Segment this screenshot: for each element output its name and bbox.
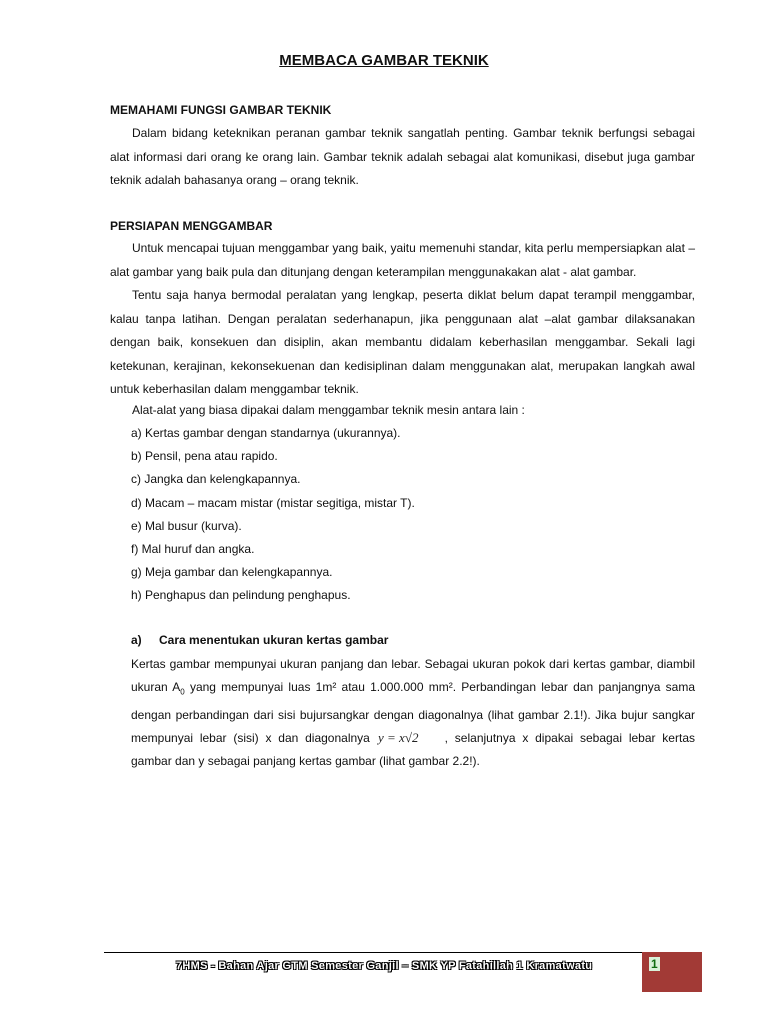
list-item: e) Mal busur (kurva). — [131, 518, 242, 533]
page-number: 1 — [651, 957, 658, 971]
list-intro: Alat-alat yang biasa dipakai dalam menggambar teknik mesin antara lain : — [132, 403, 525, 417]
list-item: c) Jangka dan kelengkapannya. — [131, 472, 301, 487]
tools-list — [131, 422, 415, 608]
formula-text: y = x√2 — [377, 730, 419, 745]
page-title-text: MEMBACA GAMBAR TEKNIK — [279, 52, 489, 69]
subsection-heading — [131, 633, 388, 647]
footer-divider — [104, 952, 702, 953]
section-heading-persiapan: PERSIAPAN MENGGAMBAR — [110, 219, 273, 233]
ukuran-text-3: , selanjutnya x dipakai sebagai lebar kertas gambar dan y sebagai panjang kertas gambar (lihat gambar 2.2!). — [131, 731, 695, 769]
subsection-number: a) — [131, 633, 142, 647]
page-title — [0, 52, 768, 69]
list-item: d) Macam – macam mistar (mistar segitiga, mistar T). — [131, 495, 415, 510]
page-number-box — [642, 952, 702, 992]
ukuran-text-2: yang mempunyai luas 1m² atau 1.000.000 mm². Perbandingan lebar dan panjangnya sama dengan perbandingan dari sisi bujursangkar dengan diagonalnya (lihat gambar 2.1!). Jika bujur sangkar mempunyai lebar (sisi) x dan diagonalnya — [131, 680, 695, 745]
paragraph-persiapan-1: Untuk mencapai tujuan menggambar yang baik, yaitu memenuhi standar, kita perlu mempersiapkan alat – alat gambar yang baik pula dan ditunjang dengan keterampilan menggunakakan alat - alat gambar. — [110, 241, 695, 279]
formula-svg — [377, 729, 445, 745]
list-item: a) Kertas gambar dengan standarnya (ukurannya). — [131, 426, 401, 440]
footer-text: 7HMS - Bahan Ajar GTM Semester Ganjil – SMK YP Fatahillah 1 Kramatwatu — [176, 960, 593, 972]
ukuran-subscript: 0 — [180, 687, 185, 697]
ukuran-text-1: Kertas gambar mempunyai ukuran panjang dan lebar. Sebagai ukuran pokok dari kertas gambar, diambil ukuran A — [131, 657, 695, 695]
paragraph-ukuran-kertas — [131, 653, 695, 773]
subsection-title: Cara menentukan ukuran kertas gambar — [159, 633, 389, 647]
formula-image — [377, 729, 445, 745]
list-item: g) Meja gambar dan kelengkapannya. — [131, 565, 333, 580]
list-item: b) Pensil, pena atau rapido. — [131, 449, 278, 464]
list-item: h) Penghapus dan pelindung penghapus. — [131, 588, 351, 603]
paragraph-persiapan-2: Tentu saja hanya bermodal peralatan yang lengkap, peserta diklat belum dapat terampil menggambar, kalau tanpa latihan. Dengan peralatan sederhanapun, jika penggunaan alat –alat gambar dilaksanakan dengan baik, konsekuen dan disiplin, akan membantu didalam keberhasilan menggambar. Sekali lagi ketekunan, kerajinan, kekonsekuenan dan kedisiplinan dalam menggunakan alat, merupakan langkah awal untuk keberhasilan dalam menggambar teknik. — [110, 288, 695, 396]
paragraph-fungsi: Dalam bidang keteknikan peranan gambar teknik sangatlah penting. Gambar teknik berfungsi sebagai alat informasi dari orang ke orang lain. Gambar teknik adalah sebagai alat komunikasi, disebut juga gambar teknik adalah bahasanya orang – orang teknik. — [110, 126, 695, 187]
list-item: f) Mal huruf dan angka. — [131, 542, 255, 557]
section-heading-fungsi: MEMAHAMI FUNGSI GAMBAR TEKNIK — [110, 103, 332, 117]
